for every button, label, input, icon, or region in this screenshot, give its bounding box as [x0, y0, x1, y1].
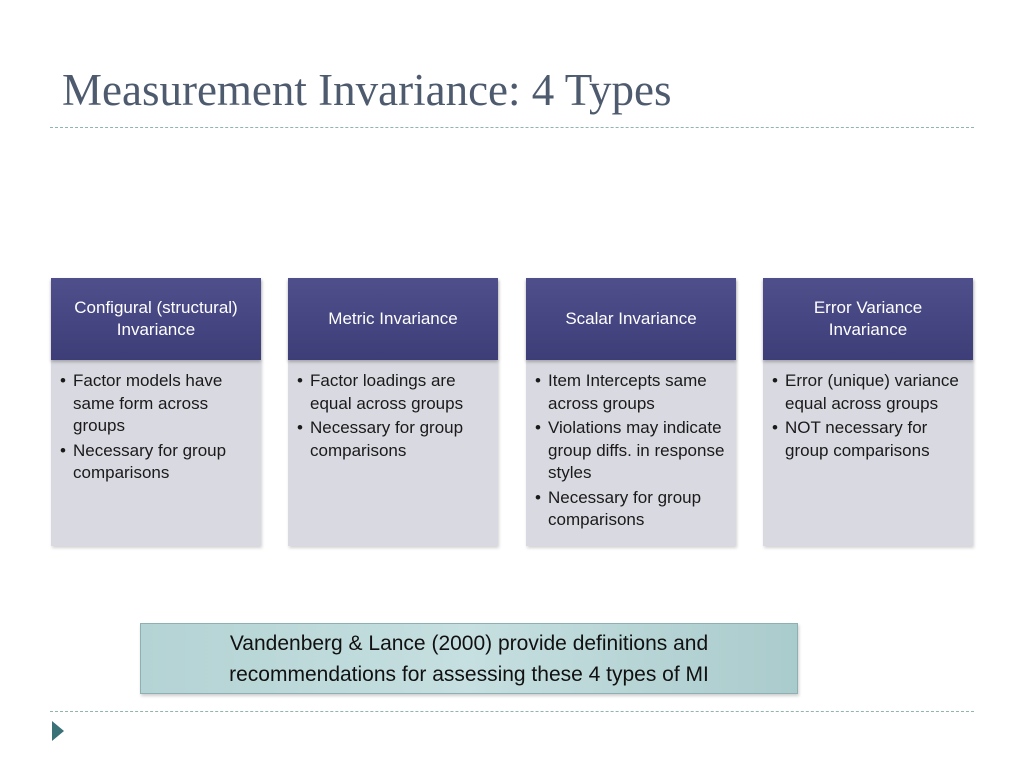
type-bullet-list	[288, 360, 498, 462]
bullet-item: • Factor models have same form across groups	[59, 370, 251, 438]
title-divider	[50, 127, 974, 128]
reference-note	[140, 623, 798, 694]
bullet-item: • Factor loadings are equal across groups	[296, 370, 488, 415]
type-header	[526, 278, 736, 360]
type-header-label: Configural (structural) Invariance	[74, 298, 238, 339]
invariance-type-configural	[51, 278, 261, 546]
type-bullet-list	[526, 360, 736, 532]
triangle-arrow-icon	[52, 721, 64, 741]
type-header	[51, 278, 261, 360]
bullet-item: • NOT necessary for group comparisons	[771, 417, 963, 462]
type-header	[763, 278, 973, 360]
type-bullet-list	[51, 360, 261, 485]
invariance-type-error-variance	[763, 278, 973, 546]
reference-note-text: Vandenberg & Lance (2000) provide definitions and recommendations for assessing these 4 types of MI	[229, 631, 709, 686]
bullet-item: • Necessary for group comparisons	[296, 417, 488, 462]
type-header-label: Scalar Invariance	[565, 309, 697, 328]
footer-divider	[50, 711, 974, 712]
type-header	[288, 278, 498, 360]
type-header-label: Metric Invariance	[328, 309, 458, 328]
bullet-item: • Item Intercepts same across groups	[534, 370, 726, 415]
bullet-item: • Error (unique) variance equal across groups	[771, 370, 963, 415]
invariance-type-metric	[288, 278, 498, 546]
bullet-item: • Necessary for group comparisons	[59, 440, 251, 485]
type-header-label: Error Variance Invariance	[813, 298, 923, 339]
slide-title: Measurement Invariance: 4 Types	[62, 65, 672, 115]
bullet-item: • Necessary for group comparisons	[534, 487, 726, 532]
bullet-item: • Violations may indicate group diffs. in response styles	[534, 417, 726, 485]
invariance-type-scalar	[526, 278, 736, 546]
type-bullet-list	[763, 360, 973, 462]
